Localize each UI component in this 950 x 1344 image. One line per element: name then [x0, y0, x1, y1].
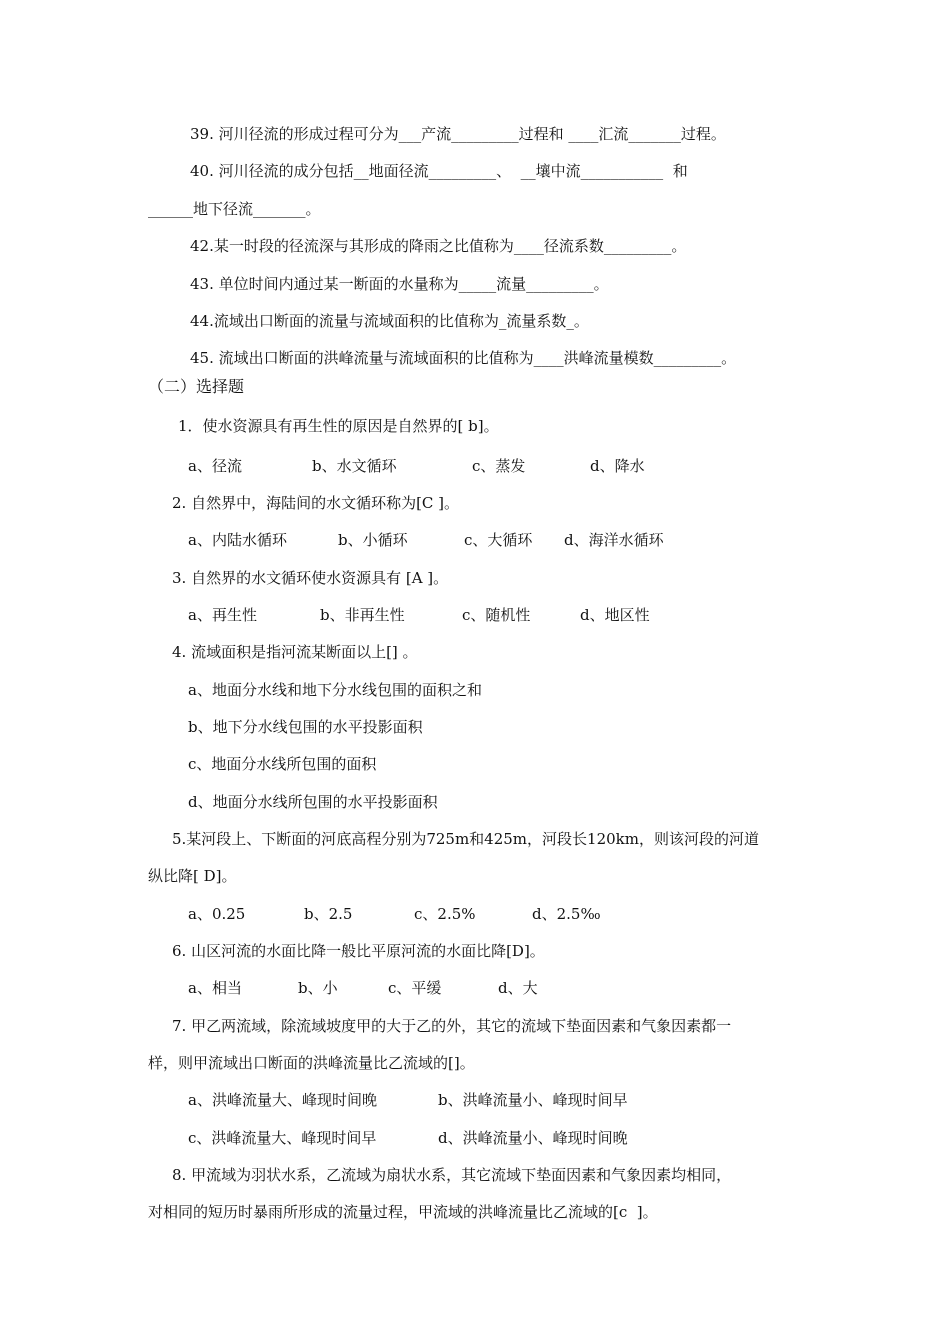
- option-3c: c、随机性: [462, 606, 531, 624]
- option-7c: c、洪峰流量大、峰现时间早: [188, 1129, 377, 1147]
- option-2b: b、小循环: [338, 531, 408, 549]
- question-43: 43. 单位时间内通过某一断面的水量称为_____流量_________。: [190, 275, 609, 293]
- choice-question-1: 1．使水资源具有再生性的原因是自然界的[ b]。: [178, 417, 499, 435]
- option-6a: a、相当: [188, 979, 242, 997]
- choice-question-5: 5.某河段上、下断面的河底高程分别为725m和425m，河段长120km，则该河段的河道: [172, 830, 759, 848]
- option-5d: d、2.5‰: [532, 905, 601, 923]
- choice-question-7: 7. 甲乙两流域，除流域坡度甲的大于乙的外，其它的流域下垫面因素和气象因素都一: [172, 1017, 732, 1035]
- section-title: （二）选择题: [148, 377, 245, 396]
- question-44: 44.流域出口断面的流量与流域面积的比值称为_流量系数_。: [190, 312, 589, 330]
- question-39: 39. 河川径流的形成过程可分为___产流_________过程和 ____汇流_______过程。: [190, 125, 726, 143]
- option-6d: d、大: [498, 979, 538, 997]
- option-3d: d、地区性: [580, 606, 650, 624]
- option-6b: b、小: [298, 979, 338, 997]
- choice-question-4: 4. 流域面积是指河流某断面以上[] 。: [172, 643, 418, 661]
- option-2a: a、内陆水循环: [188, 531, 287, 549]
- option-5b: b、2.5: [304, 905, 353, 923]
- choice-question-3: 3. 自然界的水文循环使水资源具有 [A ]。: [172, 569, 449, 587]
- option-2c: c、大循环: [464, 531, 533, 549]
- question-40: 40. 河川径流的成分包括__地面径流_________、 __壤中流___________ 和: [190, 162, 688, 180]
- choice-question-8: 8. 甲流域为羽状水系，乙流域为扇状水系，其它流域下垫面因素和气象因素均相同，: [172, 1166, 732, 1184]
- option-4a: a、地面分水线和地下分水线包围的面积之和: [188, 681, 482, 699]
- option-4d: d、地面分水线所包围的水平投影面积: [188, 793, 438, 811]
- question-42: 42.某一时段的径流深与其形成的降雨之比值称为____径流系数_________。: [190, 237, 687, 255]
- option-4c: c、地面分水线所包围的面积: [188, 755, 377, 773]
- choice-question-7-cont: 样，则甲流域出口断面的洪峰流量比乙流域的[]。: [148, 1054, 475, 1072]
- option-3a: a、再生性: [188, 606, 257, 624]
- option-1a: a、径流: [188, 457, 242, 475]
- option-2d: d、海洋水循环: [564, 531, 664, 549]
- choice-question-2: 2. 自然界中，海陆间的水文循环称为[C ]。: [172, 494, 460, 512]
- choice-question-5-cont: 纵比降[ D]。: [148, 867, 237, 885]
- option-7a: a、洪峰流量大、峰现时间晚: [188, 1091, 377, 1109]
- question-45: 45. 流域出口断面的洪峰流量与流域面积的比值称为____洪峰流量模数_________。: [190, 349, 737, 367]
- option-1b: b、水文循环: [312, 457, 397, 475]
- option-3b: b、非再生性: [320, 606, 405, 624]
- option-5c: c、2.5%: [414, 905, 476, 923]
- option-5a: a、0.25: [188, 905, 246, 923]
- option-7d: d、洪峰流量小、峰现时间晚: [438, 1129, 628, 1147]
- option-4b: b、地下分水线包围的水平投影面积: [188, 718, 423, 736]
- option-1c: c、蒸发: [472, 457, 526, 475]
- question-40-cont: ______地下径流_______。: [148, 200, 321, 218]
- option-7b: b、洪峰流量小、峰现时间早: [438, 1091, 628, 1109]
- choice-question-8-cont: 对相同的短历时暴雨所形成的流量过程，甲流域的洪峰流量比乙流域的[c ]。: [148, 1203, 658, 1221]
- option-1d: d、降水: [590, 457, 645, 475]
- choice-question-6: 6. 山区河流的水面比降一般比平原河流的水面比降[D]。: [172, 942, 545, 960]
- option-6c: c、平缓: [388, 979, 442, 997]
